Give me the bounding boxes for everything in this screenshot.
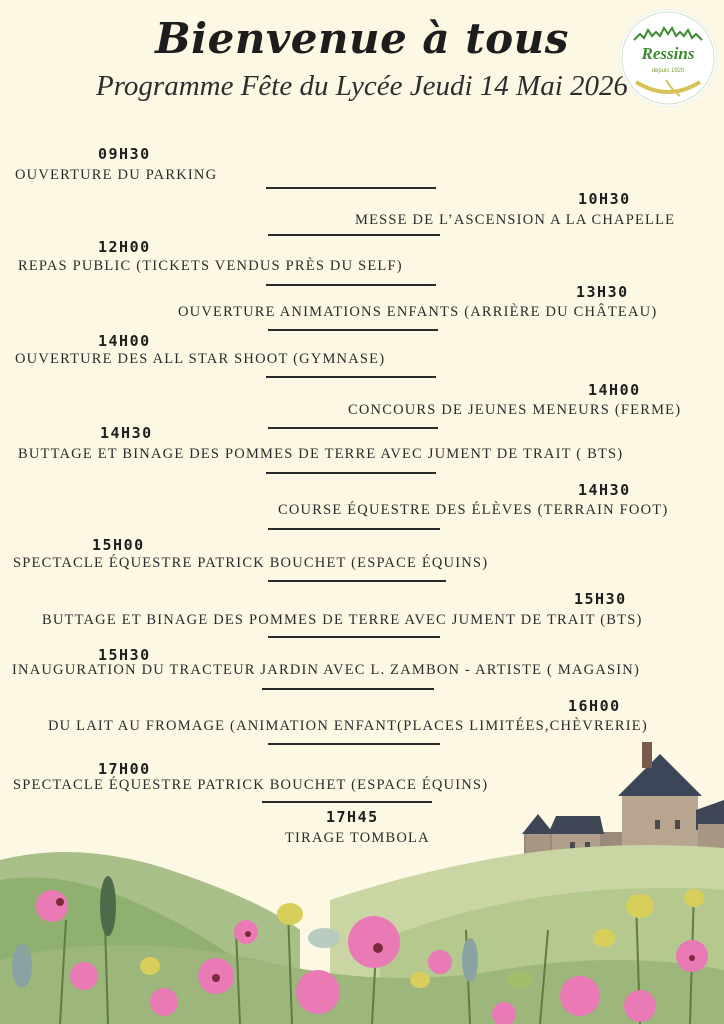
event-label: OUVERTURE DES ALL STAR SHOOT (GYMNASE) xyxy=(15,351,386,367)
divider-line xyxy=(266,472,436,474)
event-time: 12H00 xyxy=(98,238,151,256)
divider-line xyxy=(266,187,436,189)
divider-line xyxy=(268,580,446,582)
event-time: 09H30 xyxy=(98,145,151,163)
event-label: MESSE DE L’ASCENSION A LA CHAPELLE xyxy=(355,212,676,228)
event-time: 14H30 xyxy=(100,424,153,442)
ressins-logo xyxy=(620,10,716,106)
event-time: 10H30 xyxy=(578,190,631,208)
event-label: INAUGURATION DU TRACTEUR JARDIN AVEC L. ZAMBON - ARTISTE ( MAGASIN) xyxy=(12,662,640,678)
event-label: CONCOURS DE JEUNES MENEURS (FERME) xyxy=(348,402,682,418)
event-time: 15H30 xyxy=(98,646,151,664)
event-label: COURSE ÉQUESTRE DES ÉLÈVES (TERRAIN FOOT) xyxy=(278,502,669,518)
event-label: SPECTACLE ÉQUESTRE PATRICK BOUCHET (ESPACE ÉQUINS) xyxy=(13,555,489,571)
event-time: 15H00 xyxy=(92,536,145,554)
event-time: 17H00 xyxy=(98,760,151,778)
event-label: TIRAGE TOMBOLA xyxy=(285,830,430,846)
logo-tagline: depuis 1920 xyxy=(651,68,685,74)
logo-name: Ressins xyxy=(641,44,695,63)
page-title: Bienvenue à tous xyxy=(155,14,569,63)
event-label: DU LAIT AU FROMAGE (ANIMATION ENFANT(PLACES LIMITÉES,CHÈVRERIE) xyxy=(48,718,648,734)
event-time: 14H00 xyxy=(588,381,641,399)
divider-line xyxy=(266,376,436,378)
divider-line xyxy=(268,234,440,236)
event-label: SPECTACLE ÉQUESTRE PATRICK BOUCHET (ESPACE ÉQUINS) xyxy=(13,777,489,793)
event-label: BUTTAGE ET BINAGE DES POMMES DE TERRE AVEC JUMENT DE TRAIT (BTS) xyxy=(42,612,643,628)
divider-line xyxy=(268,636,440,638)
event-time: 15H30 xyxy=(574,590,627,608)
event-label: OUVERTURE DU PARKING xyxy=(15,167,218,183)
event-label: BUTTAGE ET BINAGE DES POMMES DE TERRE AVEC JUMENT DE TRAIT ( BTS) xyxy=(18,446,624,462)
event-time: 14H00 xyxy=(98,332,151,350)
divider-line xyxy=(268,528,440,530)
divider-line xyxy=(266,284,436,286)
page-subtitle: Programme Fête du Lycée Jeudi 14 Mai 2026 xyxy=(96,70,628,102)
divider-line xyxy=(268,329,438,331)
divider-line xyxy=(262,688,434,690)
event-time: 17H45 xyxy=(326,808,379,826)
event-time: 16H00 xyxy=(568,697,621,715)
event-label: OUVERTURE ANIMATIONS ENFANTS (ARRIÈRE DU CHÂTEAU) xyxy=(178,304,658,320)
divider-line xyxy=(268,427,438,429)
event-label: REPAS PUBLIC (TICKETS VENDUS PRÈS DU SELF) xyxy=(18,258,403,274)
event-time: 14H30 xyxy=(578,481,631,499)
event-time: 13H30 xyxy=(576,283,629,301)
landscape-illustration xyxy=(0,730,724,1024)
